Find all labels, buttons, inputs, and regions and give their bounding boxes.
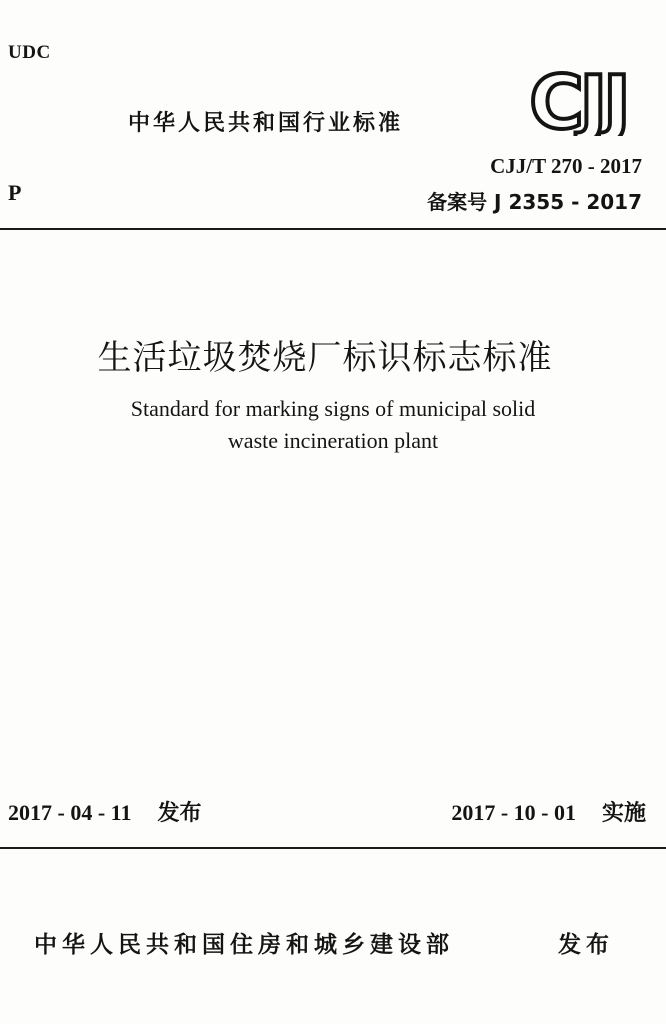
implement-label: 实施 [601, 801, 646, 826]
top-divider [0, 228, 666, 230]
publish-date-block [8, 796, 201, 827]
industry-standard-heading: 中华人民共和国行业标准 [128, 111, 404, 136]
udc-label: UDC [8, 42, 51, 63]
standard-code: CJJ/T 270 - 2017 [490, 154, 642, 178]
title-english-line1: Standard for marking signs of municipal solid [130, 396, 536, 421]
record-number: 备案号 J 2355 - 2017 [427, 190, 642, 214]
title-chinese: 生活垃圾焚烧厂标识标志标准 [97, 338, 553, 378]
implement-date: 2017 - 10 - 01 [451, 800, 576, 825]
title-english-line2: waste incineration plant [227, 428, 439, 453]
bottom-divider [0, 847, 666, 849]
issuing-authority: 中华人民共和国住房和城乡建设部 [34, 932, 454, 958]
implement-date-block [451, 796, 646, 827]
issued-label: 发布 [558, 932, 614, 958]
publish-label: 发布 [157, 801, 202, 826]
cjj-logo-graphic [514, 58, 642, 136]
cjj-logo [514, 58, 642, 136]
logo-text: CJJ [529, 60, 627, 136]
publish-date: 2017 - 04 - 11 [8, 800, 132, 825]
category-label: P [8, 180, 22, 205]
